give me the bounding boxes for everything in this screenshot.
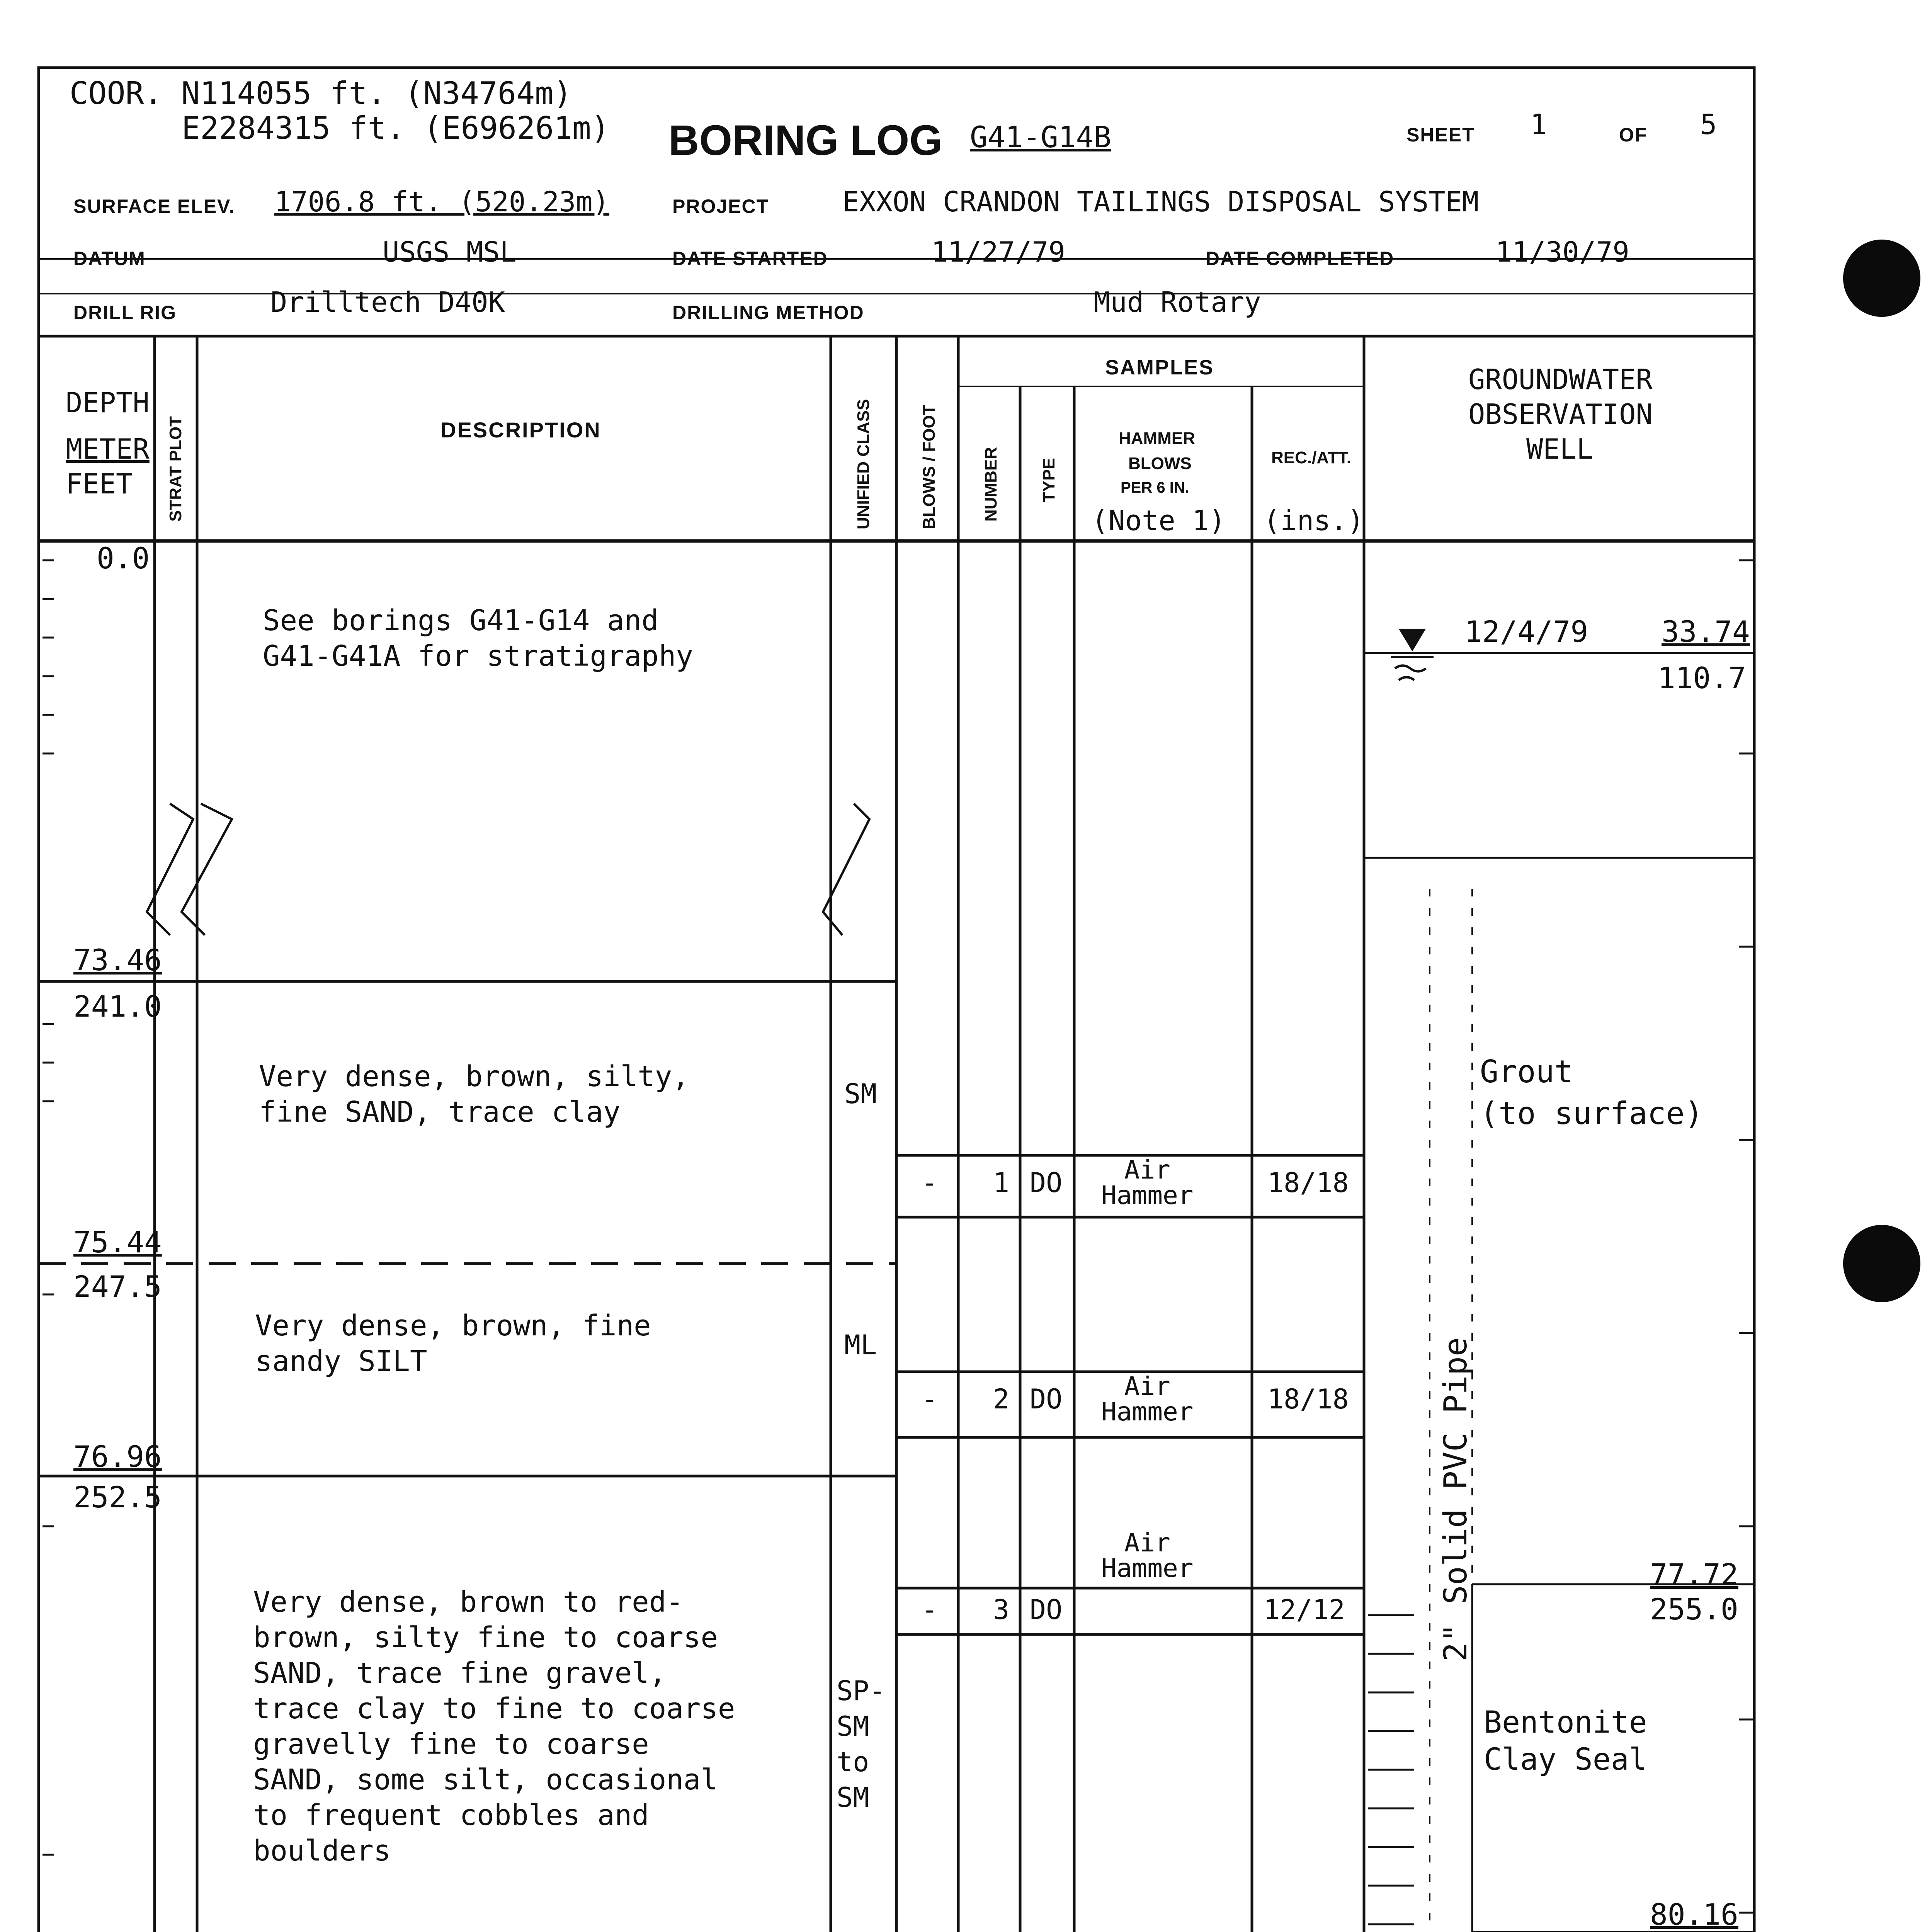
col-hammer-3: PER 6 IN. xyxy=(1121,479,1189,496)
col-rec-att: REC./ATT. xyxy=(1271,448,1351,467)
stratum-1-description: Very dense, brown, silty, fine SAND, trace clay xyxy=(259,1060,689,1129)
project-label: PROJECT xyxy=(672,196,769,217)
col-hammer-1: HAMMER xyxy=(1119,429,1195,448)
col-feet: FEET xyxy=(66,468,133,500)
datum-label: DATUM xyxy=(73,248,146,269)
sample-blows: - xyxy=(922,1594,938,1626)
col-meter: METER xyxy=(66,433,150,465)
stratum-3-description: Very dense, brown to red- brown, silty fine to coarse SAND, trace fine gravel, trace clay to fine to coarse gravelly fine to coarse SAND, some silt, occasional to frequent cobbles and boulders xyxy=(253,1585,735,1867)
sample-type: DO xyxy=(1030,1383,1063,1415)
col-type: TYPE xyxy=(1039,458,1058,502)
sample-recovery: 12/12 xyxy=(1264,1594,1345,1626)
drilling-method-label: DRILLING METHOD xyxy=(672,302,864,323)
depth-m3: 76.96 xyxy=(73,1439,162,1474)
boring-id: G41-G14B xyxy=(970,120,1112,154)
col-samples: SAMPLES xyxy=(1105,356,1214,379)
coordinates-north: COOR. N114055 ft. (N34764m) xyxy=(70,75,572,111)
col-depth: DEPTH xyxy=(66,386,150,419)
stratum-3-class: SP- SM to SM xyxy=(837,1675,886,1813)
stratum-2-description: Very dense, brown, fine sandy SILT xyxy=(255,1309,651,1378)
drilling-method: Mud Rotary xyxy=(1094,286,1261,318)
water-level-date: 12/4/79 xyxy=(1464,614,1588,649)
col-number: NUMBER xyxy=(981,447,1000,522)
surface-elev-label: SURFACE ELEV. xyxy=(73,196,235,217)
stratum-2-class: ML xyxy=(844,1329,877,1361)
col-ins: (ins.) xyxy=(1264,504,1364,537)
sample-recovery: 18/18 xyxy=(1267,1383,1349,1415)
sample-type: DO xyxy=(1030,1167,1063,1199)
sheet-of-label: OF xyxy=(1619,124,1648,146)
sample-hammer: Air Hammer xyxy=(1101,1155,1194,1210)
col-description: DESCRIPTION xyxy=(440,418,601,442)
sheet-label: SHEET xyxy=(1406,124,1475,146)
col-blows-foot: BLOWS / FOOT xyxy=(920,405,939,529)
punch-hole xyxy=(1843,240,1920,317)
grout-label: Grout (to surface) xyxy=(1480,1054,1703,1131)
water-level-meters: 33.74 xyxy=(1662,614,1750,649)
datum-value: USGS MSL xyxy=(383,236,517,268)
date-started: 11/27/79 xyxy=(931,236,1065,268)
seal-top-feet: 255.0 xyxy=(1650,1592,1738,1626)
sample-number: 1 xyxy=(993,1167,1010,1199)
col-hammer-2: BLOWS xyxy=(1128,454,1192,473)
sample-hammer: Air Hammer xyxy=(1101,1528,1194,1583)
sheet-total: 5 xyxy=(1700,108,1717,141)
sample-number: 3 xyxy=(993,1594,1010,1626)
bentonite-label: Bentonite Clay Seal xyxy=(1484,1705,1647,1777)
depth-f3: 252.5 xyxy=(73,1480,162,1514)
col-strat-plot: STRAT PLOT xyxy=(166,416,185,522)
date-completed-label: DATE COMPLETED xyxy=(1206,248,1395,269)
punch-hole xyxy=(1843,1225,1920,1302)
coordinates-east: E2284315 ft. (E696261m) xyxy=(182,110,610,146)
col-gw-1: GROUNDWATER xyxy=(1468,363,1653,396)
sample-blows: - xyxy=(922,1167,938,1199)
date-completed: 11/30/79 xyxy=(1495,236,1629,268)
sample-number: 2 xyxy=(993,1383,1010,1415)
stratigraphy-note: See borings G41-G14 and G41-G41A for stratigraphy xyxy=(263,604,693,673)
seal-top-meters: 77.72 xyxy=(1650,1557,1738,1592)
surface-elev: 1706.8 ft. (520.23m) xyxy=(274,185,609,218)
water-level-feet: 110.7 xyxy=(1658,661,1746,695)
sample-recovery: 18/18 xyxy=(1267,1167,1349,1199)
sample-blows: - xyxy=(922,1383,938,1415)
project-name: EXXON CRANDON TAILINGS DISPOSAL SYSTEM xyxy=(842,185,1479,218)
col-gw-2: OBSERVATION xyxy=(1468,398,1653,430)
col-hammer-note: (Note 1) xyxy=(1092,504,1226,537)
pvc-pipe-label: 2" Solid PVC Pipe xyxy=(1437,1337,1474,1662)
col-gw-3: WELL xyxy=(1526,433,1594,465)
sheet-number: 1 xyxy=(1530,108,1547,141)
drill-rig: Drilltech D40K xyxy=(270,286,505,318)
form-title: BORING LOG xyxy=(668,117,942,164)
depth-m1: 73.46 xyxy=(73,943,162,977)
depth-f2: 247.5 xyxy=(73,1269,162,1304)
col-unified-class: UNIFIED CLASS xyxy=(854,399,873,529)
depth-f1: 241.0 xyxy=(73,989,162,1024)
sample-hammer: Air Hammer xyxy=(1101,1371,1194,1427)
depth-m2: 75.44 xyxy=(73,1225,162,1259)
depth-top-feet: 0.0 xyxy=(97,541,150,575)
stratum-1-class: SM xyxy=(844,1078,877,1110)
drill-rig-label: DRILL RIG xyxy=(73,302,177,323)
gravel-top-meters: 80.16 xyxy=(1650,1897,1738,1932)
sample-type: DO xyxy=(1030,1594,1063,1626)
date-started-label: DATE STARTED xyxy=(672,248,828,269)
